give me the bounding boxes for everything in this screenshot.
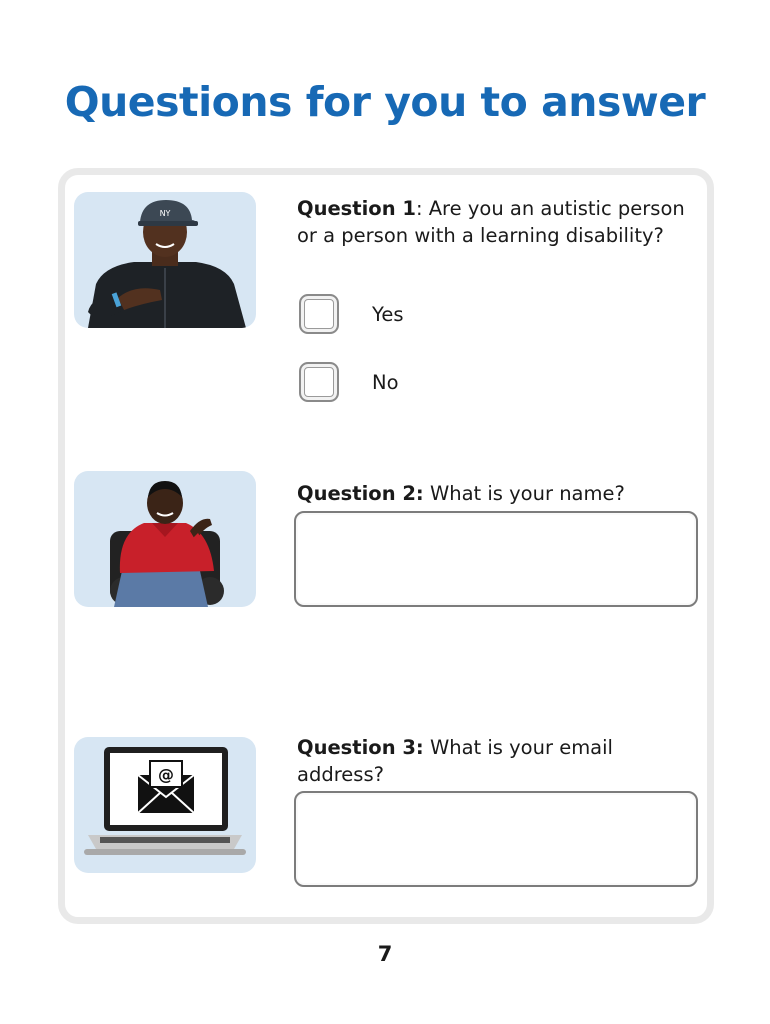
wheelchair-user-icon: [74, 471, 256, 607]
question-3-label: Question 3:: [297, 736, 424, 759]
question-2-label: Question 2:: [297, 482, 424, 505]
email-input[interactable]: [294, 791, 698, 887]
yes-label: Yes: [372, 302, 404, 326]
no-label: No: [372, 370, 399, 394]
no-checkbox[interactable]: [299, 362, 339, 402]
question-1-separator: :: [415, 197, 429, 220]
questions-card: [58, 168, 714, 924]
option-no[interactable]: [299, 362, 399, 402]
option-yes[interactable]: [299, 294, 403, 334]
question-3-text: [297, 734, 702, 788]
question-1-body: Are you an autistic person or a person with a learning disability?: [297, 197, 685, 247]
question-1-text: [297, 195, 702, 249]
question-1-label: Question 1: [297, 197, 416, 220]
svg-text:NY: NY: [159, 209, 171, 218]
svg-text:@: @: [158, 765, 174, 784]
person-signing-icon: [74, 192, 256, 328]
name-input[interactable]: [294, 511, 698, 607]
question-2-body: What is your name?: [429, 482, 625, 505]
page-number: 7: [377, 942, 393, 966]
yes-checkbox[interactable]: [299, 294, 339, 334]
laptop-email-icon: [74, 737, 256, 873]
question-3-body: What is your email address?: [297, 736, 613, 786]
page-title: Questions for you to answer: [64, 78, 706, 126]
question-2-text: [297, 480, 702, 507]
